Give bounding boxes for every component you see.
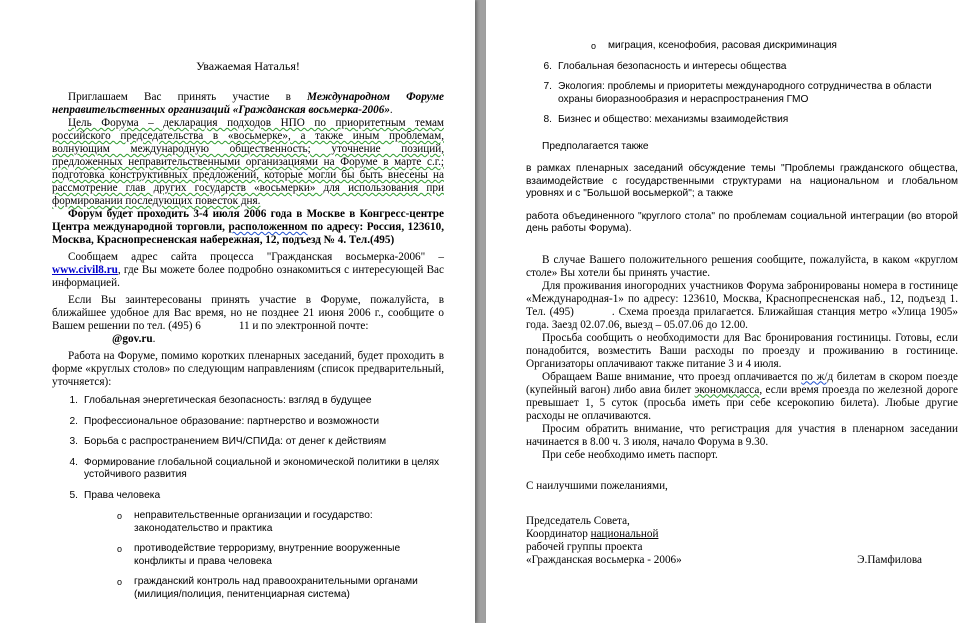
signature-title-4: «Гражданская восьмерка - 2006» (526, 553, 682, 566)
signature-title-2: Координатор национальной (526, 527, 659, 540)
forum-name: Международном Форуме неправительственных организаций «Гражданская восьмерка-2006» (52, 91, 444, 116)
list-item: 6. Глобальная безопасность и интересы общества (543, 60, 787, 72)
signature-title-3: рабочей группы проекта (526, 540, 643, 553)
invitation-paragraph: Приглашаем Вас принять участие в Международном Форуме неправительственных организаций «Гражданская восьмерка-2006». (52, 91, 444, 116)
redacted-text (574, 314, 612, 315)
list-item: o неправительственные организации и государство: законодательство и практика (52, 510, 444, 535)
website-paragraph: Сообщаем адрес сайта процесса "Гражданская восьмерка-2006" – www.civil8.ru, где Вы можете более подробно ознакомиться с интересующей Вас информацией. (52, 251, 444, 289)
greeting: Уважаемая Наталья! (196, 59, 300, 73)
document-page-left (0, 0, 475, 623)
signature-title-1: Председатель Совета, (526, 514, 630, 527)
travel-paragraph: Обращаем Ваше внимание, что проезд оплачивается по ж/д билетам в скором поезде (купейный вагон) либо авиа билет экономкласса, если время проезда по железной дороге превышает 1, 5 суток (просьба иметь при себе ксерокопию билета). Любые другие расходы не оплачиваются. (526, 370, 958, 422)
redacted-text (52, 341, 112, 342)
roundtable-paragraph: работа объединенного "круглого стола" по проблемам социальной интеграции (во второй день работы Форума). (526, 210, 958, 234)
document-page-right (486, 0, 969, 623)
list-item: 1. Глобальная энергетическая безопасность: взгляд в будущее (69, 395, 372, 406)
topics-list (52, 395, 444, 502)
website-link[interactable]: www.civil8.ru (52, 264, 118, 276)
signature-block (526, 554, 958, 567)
participation-paragraph: Если Вы заинтересованы принять участие в Форуме, пожалуйста, в ближайшее удобное для Вас время, но не позднее 21 июня 2006 г., сообщите о Вашем решении по тел. (495) 6 11 и по электронной почте: @gov.ru. (52, 294, 444, 345)
list-item: 8. Бизнес и общество: механизмы взаимодействия (543, 114, 789, 125)
topics-list-cont (526, 61, 958, 127)
venue-paragraph: Форум будет проходить 3-4 июля 2006 года в Москве в Конгресс-центре Центра международной торговли, расположенном по адресу: Россия, 123610, Москва, Краснопресненская набережная, 12, подъезд № 4. Тел.(495) (52, 208, 445, 246)
hotel-paragraph: Для проживания иногородних участников Форума забронированы номера в гостинице «Международная-1» по адресу: 123610, Москва, Краснопресненская наб., 12, подъезд 1. Тел. (495) . Схема проезда прилагается. Ближайшая станция метро «Улица 1905» года. Заезд 02.07.06, выезд – 05.07.06 до 12.00. (526, 279, 958, 331)
list-item: o противодействие терроризму, внутренние вооруженные конфликты и права человека (52, 543, 444, 568)
bullet-icon: o (116, 511, 122, 521)
also-heading: Предполагается также (542, 140, 649, 152)
list-item: 4. Формирование глобальной социальной и экономической политики в целях устойчивого развития (69, 456, 440, 480)
list-item: 7. Экология: проблемы и приоритеты международного сотрудничества в области охраны биоразнообразия и нераспространения ГМО (543, 81, 932, 105)
list-item: 3. Борьба с распространением ВИЧ/СПИДа: от денег к действиям (69, 436, 387, 447)
registration-paragraph: Просим обратить внимание, что регистрация для участия в пленарном заседании начинается в 8.00 ч. 3 июля, начало Форума в 9.30. (526, 422, 958, 448)
signatory-name: Э.Памфилова (857, 553, 922, 566)
page-content (526, 40, 958, 567)
redacted-text (201, 328, 239, 329)
human-rights-sublist-cont (526, 40, 958, 53)
booking-paragraph: Просьба сообщить о необходимости для Вас бронирования гостиницы. Готовы, если понадобится, возместить Ваши расходы по проезду и проживанию в гостинице. Организаторы оплачивают также питание 3 и 4 июля. (526, 331, 958, 370)
list-item: o гражданский контроль над правоохранительными органами (милиция/полиция, пенитенциарная система) (52, 576, 444, 601)
roundtables-intro: Работа на Форуме, помимо коротких пленарных заседаний, будет проходить в форме «круглых столов» по следующим направлениям (список предварительный, уточняется): (52, 350, 444, 388)
list-item: 2. Профессиональное образование: партнерство и возможности (69, 415, 380, 427)
passport-paragraph: При себе необходимо иметь паспорт. (542, 448, 718, 461)
closing: С наилучшими пожеланиями, (526, 479, 668, 492)
bullet-icon: o (116, 577, 122, 587)
email-domain: @gov.ru (112, 333, 153, 345)
bullet-icon: o (590, 41, 596, 51)
goal-paragraph: Цель Форума – декларация подходов НПО по приоритетным темам российского председательства в «восьмерке», а также иным проблемам, волнующим международную общественность; уточнение позиций, предложенных неправительственными организациями на Форуме в марте с.г.; подготовка конструктивных предложений, которые могли бы быть внесены на рассмотрение глав других государств «восьмерки» для использования при формировании последующих повесток дня. (52, 117, 444, 207)
list-item: 5. Права человека (69, 489, 161, 501)
plenary-paragraph: в рамках пленарных заседаний обсуждение темы "Проблемы гражданского общества, взаимодействие с государственными структурами на национальном и глобальном уровнях и с "Большой восьмеркой"; а также (526, 163, 958, 199)
page-content (52, 60, 444, 609)
human-rights-sublist (52, 510, 444, 601)
list-item: o миграция, ксенофобия, расовая дискриминация (526, 40, 958, 53)
positive-decision-paragraph: В случае Вашего положительного решения сообщите, пожалуйста, в каком «круглом столе» Вы хотели бы принять участие. (526, 253, 958, 279)
bullet-icon: o (116, 544, 122, 554)
